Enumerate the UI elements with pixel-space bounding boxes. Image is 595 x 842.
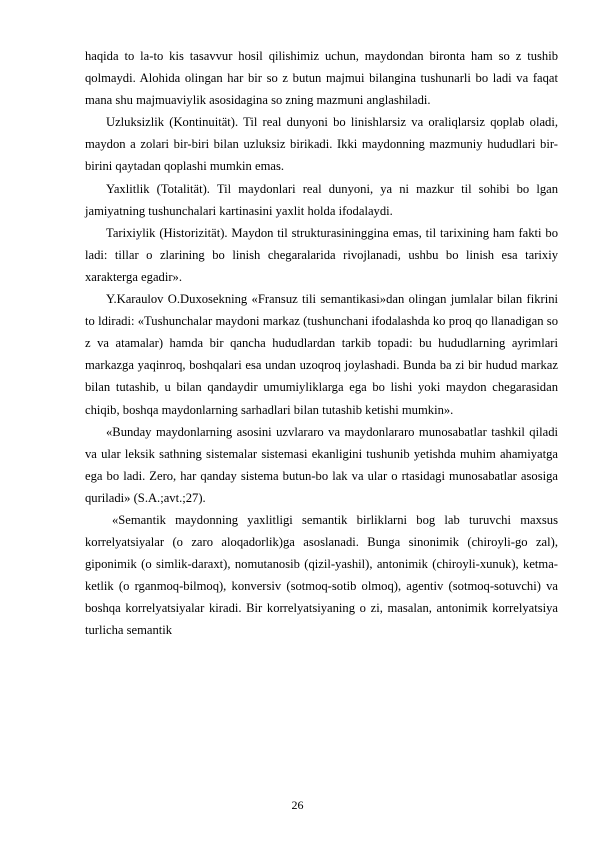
paragraph-5: Y.Karaulov O.Duxosekning «Fransuz tili semantikasi»dan olingan jumlalar bilan fikrini to ldiradi: «Tushunchalar maydoni markaz (tushunchani ifodalashda ko proq qo llanadigan so z va atamalar) hamda bir qancha hududlardan tarkib topadi: bu hududlarning ayrimlari markazga yaqinroq, boshqalari esa undan uzoqroq joylashadi. Bunda ba zi bir hudud markaz bilan tutashib, u bilan qandaydir umumiyliklarga ega bo lishi yoki maydon chegarasidan chiqib, boshqa maydonlarning sarhadlari bilan tutashib ketishi mumkin». xyxy=(85,292,558,417)
paragraph-2: Uzluksizlik (Kontinuität). Til real dunyoni bo linishlarsiz va oraliqlarsiz qoplab oladi, maydon a zolari bir-biri bilan uzluksiz birikadi. Ikki maydonning mazmuniy hududlari bir-birini qaytadan qoplashi mumkin emas. xyxy=(85,115,558,174)
paragraph-4: Tarixiylik (Historizität). Maydon til strukturasininggina emas, til tarixining ham fakti bo ladi: tillar o zlarining bo linish chegaralarida rivojlanadi, ushbu bo linish esa tarixiy xarakterga egadir». xyxy=(85,225,558,284)
paragraph-7: «Semantik maydonning yaxlitligi semantik birliklarni bog lab turuvchi maxsus korrelyatsiyalar (o zaro aloqadorlik)ga asoslanadi. Bunga sinonimik (chiroyli-go zal), giponimik (o simlik-daraxt), nomutanosib (qizil-yashil), antonimik (chiroyli-xunuk), ketma-ketlik (o rganmoq-bilmoq), konversiv (sotmoq-sotib olmoq), agentiv (sotmoq-sotuvchi) va boshqa korrelyatsiyalar kiradi. Bir korrelyatsiyaning o zi, masalan, antonimik korrelyatsiya turlicha semantik xyxy=(85,512,558,638)
paragraph-6: «Bunday maydonlarning asosini uzvlararo va maydonlararo munosabatlar tashkil qiladi va ular leksik sathning sistemalar sistemasi ekanligini tushunib yetishda muhim ahamiyatga ega bo ladi. Zero, har qanday sistema butun-bo lak va ular o rtasidagi munosabatlar asosiga quriladi» (S.A.;avt.;27). xyxy=(85,424,558,505)
document-body xyxy=(85,45,558,642)
page-number: 26 xyxy=(291,798,304,812)
paragraph-1: haqida to la-to kis tasavvur hosil qilishimiz uchun, maydondan bironta ham so z tushib qolmaydi. Alohida olingan har bir so z butun majmui bilangina tushunarli bo ladi va faqat mana shu majmuaviylik asosidagina so zning mazmuni anglashiladi. xyxy=(85,49,558,108)
paragraph-3: Yaxlitlik (Totalität). Til maydonlari real dunyoni, ya ni mazkur til sohibi bo lgan jamiyatning tushunchalari kartinasini yaxlit holda ifodalaydi. xyxy=(85,181,558,218)
